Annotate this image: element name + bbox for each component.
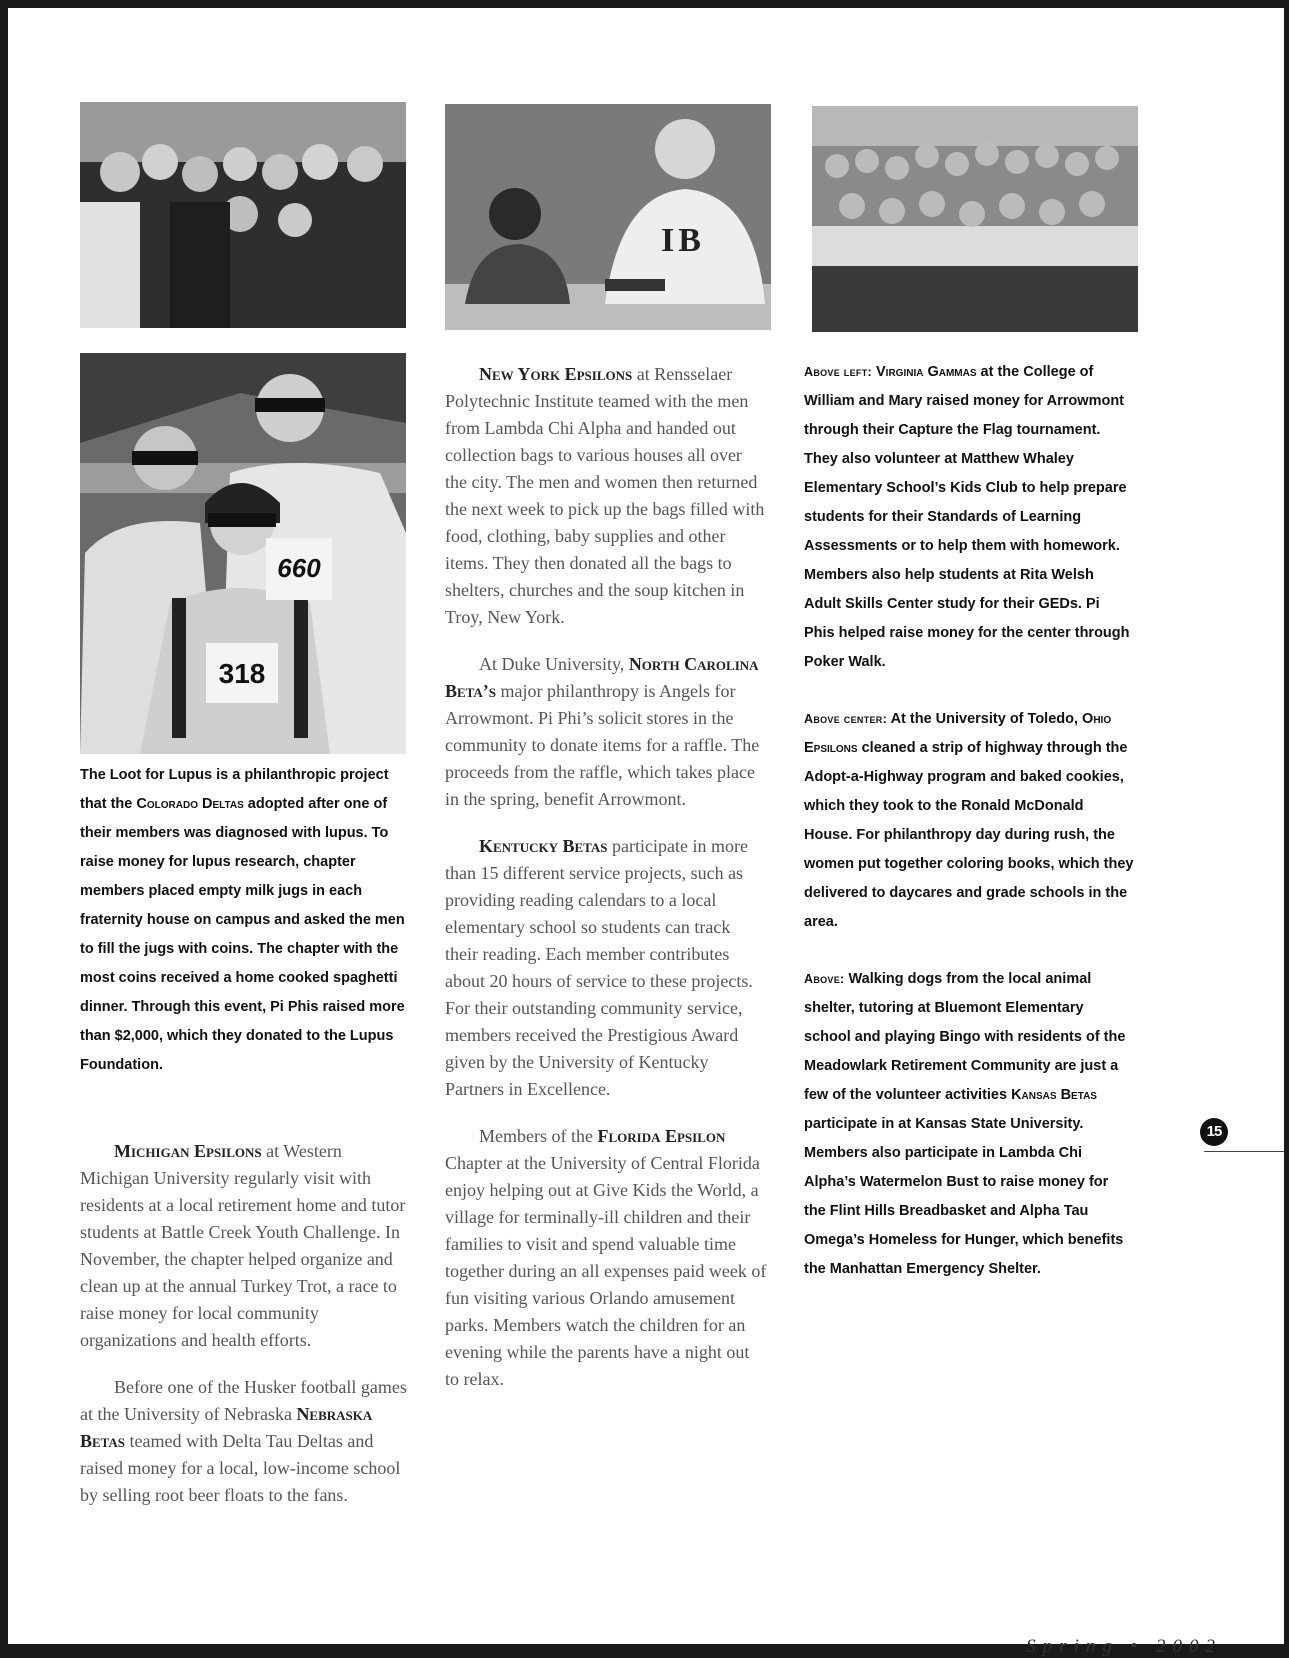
paragraph-text: participate in more than 15 different service projects, such as providing reading calendars to a local elementary school so students can track their reading. Each member contributes about 20 hours of service to these projects. For their outstanding community service, members received the Prestigious Award given by the University of Kentucky Partners in Excellence. (445, 836, 753, 1099)
shirt-letters: IB (661, 222, 705, 259)
photo-two-women-at-table (445, 104, 771, 330)
paragraph-text: Before one of the Husker football games at the University of Nebraska (80, 1377, 407, 1424)
chapter-name: Florida Epsilon (597, 1126, 726, 1146)
chapter-name: Nebraska Betas (80, 1404, 373, 1451)
chapter-name: Colorado Deltas (136, 796, 244, 812)
caption-text: cleaned a strip of highway through the Adopt-a-Highway program and baked cookies, which they took to the Ronald McDonald House. For philanthropy day during rush, the women put together coloring books, which they delivered to daycares and grade schools in the area. (804, 740, 1134, 930)
paragraph-new-york-epsilons (445, 361, 767, 631)
paragraph-text: Members of the (479, 1126, 598, 1146)
page-number: 15 (1200, 1118, 1228, 1146)
race-bib-318: 318 (218, 658, 266, 689)
paragraph-florida-epsilon (445, 1123, 767, 1393)
chapter-name: Kansas Betas (1011, 1087, 1097, 1103)
article-column-1 (80, 1138, 410, 1529)
caption-text: participate in at Kansas State University. Members also participate in Lambda Chi Alpha’s Watermelon Bust to raise money for the Flint Hills Breadbasket and Alpha Tau Omega’s Homeless for Hunger, which benefits the Manhattan Emergency Shelter. (804, 1116, 1124, 1277)
photo-group-women-image (80, 102, 406, 328)
caption-ohio-epsilons (804, 705, 1134, 937)
caption-kansas-betas (804, 965, 1134, 1284)
paragraph-text: Chapter at the University of Central Florida enjoy helping out at Give Kids the World, a village for terminally-ill children and their families to visit and spend valuable time together during an all expenses paid week of fun visiting various Orlando amusement parks. Members watch the children for an evening while the parents have a night out to relax. (445, 1153, 767, 1389)
caption-virginia-gammas (804, 358, 1134, 677)
paragraph-text: at Rensselaer Polytechnic Institute teamed with the men from Lambda Chi Alpha and handed out collection bags to various houses all over the city. The men and women then returned the next week to pick up the bags filled with food, clothing, baby supplies and other items. They then donated all the bags to shelters, churches and the soup kitchen in Troy, New York. (445, 364, 765, 627)
photo-large-group (812, 106, 1138, 332)
caption-text: adopted after one of their members was diagnosed with lupus. To raise money for lupus research, chapter members placed empty milk jugs in each fraternity house on campus and asked the men to fill the jugs with coins. The chapter with the most coins received a home cooked spaghetti dinner. Through this event, Pi Phis raised more than $2,000, which they donated to the Lupus Foundation. (80, 796, 405, 1073)
caption-text: Walking dogs from the local animal shelter, tutoring at Bluemont Elementary school and playing Bingo with residents of the Meadowlark Retirement Community are just a few of the volunteer activities (804, 971, 1126, 1103)
paragraph-text: major philanthropy is Angels for Arrowmont. Pi Phi’s solicit stores in the community to donate items for a raffle. The proceeds from the raffle, which takes place in the spring, benefit Arrowmont. (445, 681, 760, 809)
caption-text: at the College of William and Mary raised money for Arrowmont through their Capture the Flag tournament. They also volunteer at Matthew Whaley Elementary School’s Kids Club to help prepare students for their Standards of Learning Assessments or to help them with homework. Members also help students at Rita Welsh Adult Skills Center study for their GEDs. Pi Phis helped raise money for the center through Poker Walk. (804, 364, 1130, 670)
margin-rule (1204, 1151, 1284, 1152)
paragraph-text: at Western Michigan University regularly visit with residents at a local retirement home and tutor students at Battle Creek Youth Challenge. In November, the chapter helped organize and clean up at the annual Turkey Trot, a race to raise money for local community organizations and health efforts. (80, 1141, 406, 1350)
paragraph-text: At Duke University, (479, 654, 629, 674)
paragraph-north-carolina-beta (445, 651, 767, 813)
caption-label: Above: (804, 972, 845, 986)
chapter-name: North Carolina Beta’s (445, 654, 759, 701)
photo-three-runners (80, 353, 406, 754)
chapter-name: Kentucky Betas (479, 836, 608, 856)
caption-text: The Loot for Lupus is a philanthropic project that the (80, 767, 389, 812)
photo-three-runners-image (80, 353, 406, 754)
caption-label: Above left: (804, 365, 872, 379)
captions-column-3 (804, 358, 1134, 1312)
caption-label: Above center: (804, 712, 888, 726)
paragraph-kentucky-betas (445, 833, 767, 1103)
paragraph-text: teamed with Delta Tau Deltas and raised money for a local, low-income school by selling root beer floats to the fans. (80, 1431, 401, 1505)
paragraph-nebraska-betas (80, 1374, 410, 1509)
photo-group-women (80, 102, 406, 328)
chapter-name: New York Epsilons (479, 364, 633, 384)
paragraph-michigan-epsilons (80, 1138, 410, 1354)
chapter-name: Virginia Gammas (876, 364, 977, 380)
article-column-2 (445, 361, 767, 1413)
race-bib-660: 660 (277, 553, 321, 583)
chapter-name: Ohio Epsilons (804, 711, 1112, 756)
issue-footer: Spring • 2002 (1026, 1636, 1222, 1657)
caption-text: At the University of Toledo, (887, 711, 1083, 727)
caption-colorado-deltas (80, 761, 410, 1108)
magazine-page (8, 8, 1284, 1657)
photo-large-group-image (812, 106, 1138, 332)
photo-two-women-image (445, 104, 771, 330)
chapter-name: Michigan Epsilons (114, 1141, 262, 1161)
